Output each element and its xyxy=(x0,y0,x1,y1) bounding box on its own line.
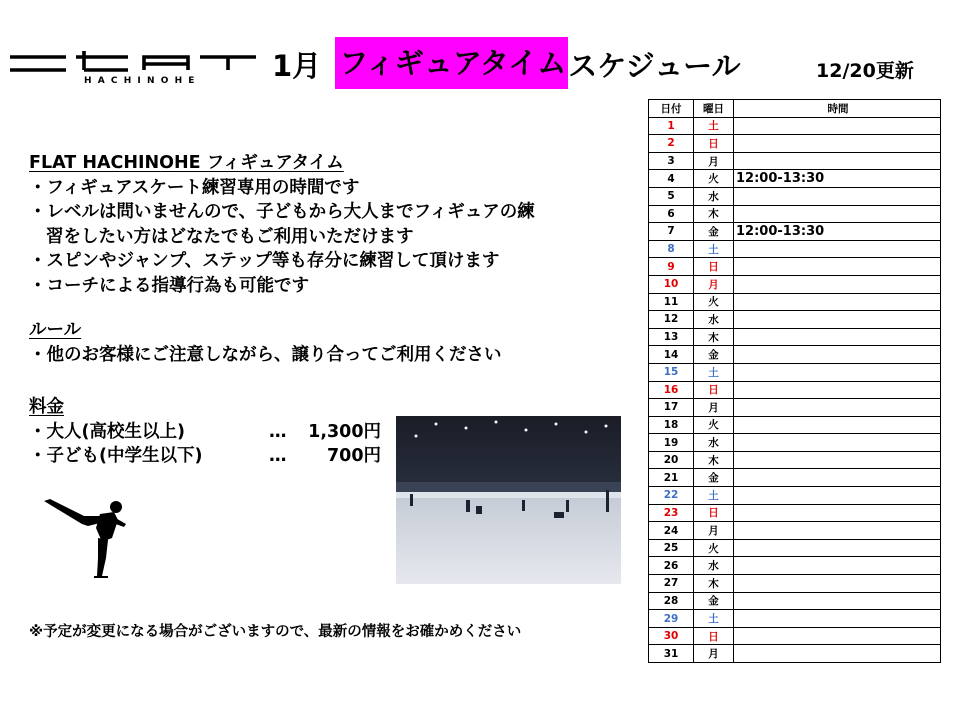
schedule-date: 8 xyxy=(649,240,694,258)
rules-heading: ルール xyxy=(29,320,82,340)
table-row xyxy=(649,451,941,469)
title-month: 1月 xyxy=(272,48,322,83)
schedule-weekday: 土 xyxy=(694,363,734,381)
table-row xyxy=(649,610,941,628)
schedule-weekday: 水 xyxy=(694,187,734,205)
title-highlight: フィギュアタイム xyxy=(335,37,568,89)
table-row xyxy=(649,539,941,557)
schedule-weekday: 水 xyxy=(694,557,734,575)
header-time: 時間 xyxy=(734,100,941,118)
logo-subtitle: HACHINOHE xyxy=(84,76,201,86)
table-row xyxy=(649,434,941,452)
schedule-date: 15 xyxy=(649,363,694,381)
schedule-time xyxy=(734,363,941,381)
schedule-weekday: 木 xyxy=(694,205,734,223)
schedule-date: 25 xyxy=(649,539,694,557)
schedule-date: 29 xyxy=(649,610,694,628)
table-row xyxy=(649,575,941,593)
header-date: 日付 xyxy=(649,100,694,118)
table-row xyxy=(649,346,941,364)
schedule-time xyxy=(734,610,941,628)
table-row xyxy=(649,293,941,311)
schedule-date: 31 xyxy=(649,645,694,663)
schedule-weekday: 火 xyxy=(694,170,734,188)
flat-logo xyxy=(10,48,260,94)
schedule-weekday: 土 xyxy=(694,487,734,505)
table-row xyxy=(649,311,941,329)
schedule-time xyxy=(734,592,941,610)
fee-name: ・子ども(中学生以下) xyxy=(29,446,203,466)
table-row xyxy=(649,504,941,522)
schedule-time xyxy=(734,539,941,557)
schedule-weekday: 日 xyxy=(694,627,734,645)
schedule-time xyxy=(734,522,941,540)
schedule-date: 3 xyxy=(649,152,694,170)
fees-heading: 料金 xyxy=(29,397,64,417)
fee-name: ・大人(高校生以上) xyxy=(29,421,185,442)
schedule-weekday: 土 xyxy=(694,117,734,135)
fee-row-adult xyxy=(29,420,381,445)
table-row xyxy=(649,223,941,241)
schedule-date: 11 xyxy=(649,293,694,311)
schedule-time xyxy=(734,135,941,153)
schedule-time xyxy=(734,399,941,417)
schedule-time xyxy=(734,152,941,170)
schedule-time xyxy=(734,627,941,645)
schedule-weekday: 木 xyxy=(694,451,734,469)
intro-line: ・コーチによる指導行為も可能です xyxy=(29,275,309,296)
schedule-time xyxy=(734,575,941,593)
schedule-table xyxy=(648,99,941,663)
schedule-time xyxy=(734,117,941,135)
change-notice: ※予定が変更になる場合がございますので、最新の情報をお確かめください xyxy=(29,624,522,640)
schedule-weekday: 月 xyxy=(694,399,734,417)
schedule-weekday: 日 xyxy=(694,381,734,399)
schedule-weekday: 木 xyxy=(694,575,734,593)
schedule-date: 23 xyxy=(649,504,694,522)
schedule-date: 30 xyxy=(649,627,694,645)
schedule-date: 27 xyxy=(649,575,694,593)
fee-price: 1,300円 xyxy=(308,421,381,442)
table-row xyxy=(649,381,941,399)
schedule-date: 20 xyxy=(649,451,694,469)
schedule-date: 24 xyxy=(649,522,694,540)
schedule-time xyxy=(734,328,941,346)
table-row xyxy=(649,117,941,135)
intro-heading: FLAT HACHINOHE フィギュアタイム xyxy=(29,153,344,173)
schedule-weekday: 日 xyxy=(694,135,734,153)
header-weekday: 曜日 xyxy=(694,100,734,118)
schedule-time xyxy=(734,469,941,487)
schedule-weekday: 日 xyxy=(694,504,734,522)
schedule-time xyxy=(734,504,941,522)
schedule-date: 12 xyxy=(649,311,694,329)
table-row xyxy=(649,205,941,223)
schedule-date: 19 xyxy=(649,434,694,452)
schedule-weekday: 日 xyxy=(694,258,734,276)
schedule-date: 13 xyxy=(649,328,694,346)
title-rest: スケジュール xyxy=(568,48,741,83)
figure-skater-icon xyxy=(42,498,132,580)
schedule-date: 7 xyxy=(649,223,694,241)
table-row xyxy=(649,399,941,417)
table-row xyxy=(649,258,941,276)
schedule-time xyxy=(734,258,941,276)
fee-price: 700円 xyxy=(326,446,381,466)
schedule-time xyxy=(734,381,941,399)
schedule-weekday: 月 xyxy=(694,522,734,540)
schedule-date: 21 xyxy=(649,469,694,487)
schedule-time xyxy=(734,311,941,329)
table-row xyxy=(649,275,941,293)
schedule-time xyxy=(734,275,941,293)
rules-line: ・他のお客様にご注意しながら、譲り合ってご利用ください xyxy=(29,344,502,365)
schedule-date: 14 xyxy=(649,346,694,364)
schedule-time xyxy=(734,346,941,364)
schedule-date: 2 xyxy=(649,135,694,153)
schedule-date: 16 xyxy=(649,381,694,399)
fee-dots: … xyxy=(269,446,287,466)
schedule-date: 6 xyxy=(649,205,694,223)
table-row xyxy=(649,170,941,188)
schedule-date: 26 xyxy=(649,557,694,575)
schedule-body xyxy=(649,117,941,662)
intro-line: ・スピンやジャンプ、ステップ等も存分に練習して頂けます xyxy=(29,251,500,271)
schedule-time xyxy=(734,557,941,575)
schedule-date: 17 xyxy=(649,399,694,417)
schedule-time xyxy=(734,187,941,205)
table-row xyxy=(649,152,941,170)
intro-line: ・レベルは問いませんので、子どもから大人までフィギュアの練 xyxy=(29,202,535,222)
intro-line: ・フィギュアスケート練習専用の時間です xyxy=(29,177,360,198)
schedule-date: 4 xyxy=(649,170,694,188)
schedule-time: 12:00-13:30 xyxy=(734,223,941,241)
table-row xyxy=(649,645,941,663)
schedule-date: 22 xyxy=(649,487,694,505)
schedule-weekday: 月 xyxy=(694,152,734,170)
schedule-weekday: 土 xyxy=(694,240,734,258)
schedule-time xyxy=(734,487,941,505)
table-row xyxy=(649,627,941,645)
intro-section xyxy=(29,151,535,298)
schedule-date: 5 xyxy=(649,187,694,205)
schedule-time xyxy=(734,451,941,469)
table-row xyxy=(649,187,941,205)
schedule-date: 28 xyxy=(649,592,694,610)
table-row xyxy=(649,469,941,487)
table-row xyxy=(649,487,941,505)
schedule-date: 9 xyxy=(649,258,694,276)
schedule-weekday: 月 xyxy=(694,645,734,663)
schedule-weekday: 金 xyxy=(694,469,734,487)
page-title xyxy=(272,42,741,86)
schedule-time xyxy=(734,645,941,663)
schedule-weekday: 火 xyxy=(694,293,734,311)
rink-photo xyxy=(396,416,621,584)
schedule-time xyxy=(734,434,941,452)
flat-logo-mark xyxy=(10,48,260,94)
schedule-time: 12:00-13:30 xyxy=(734,170,941,188)
table-row xyxy=(649,557,941,575)
fee-dots: … xyxy=(269,421,287,442)
schedule-weekday: 火 xyxy=(694,416,734,434)
schedule-weekday: 土 xyxy=(694,610,734,628)
table-row xyxy=(649,416,941,434)
schedule-date: 18 xyxy=(649,416,694,434)
table-row xyxy=(649,135,941,153)
schedule-weekday: 木 xyxy=(694,328,734,346)
schedule-weekday: 金 xyxy=(694,223,734,241)
schedule-time xyxy=(734,416,941,434)
schedule-time xyxy=(734,205,941,223)
schedule-weekday: 火 xyxy=(694,539,734,557)
rules-section xyxy=(29,318,502,367)
table-row xyxy=(649,522,941,540)
fees-section xyxy=(29,395,381,469)
table-row xyxy=(649,328,941,346)
updated-date: 12/20更新 xyxy=(816,60,914,82)
schedule-weekday: 水 xyxy=(694,434,734,452)
schedule-time xyxy=(734,240,941,258)
schedule-date: 10 xyxy=(649,275,694,293)
schedule-header-row xyxy=(649,100,941,118)
schedule-weekday: 金 xyxy=(694,592,734,610)
fee-row-child xyxy=(29,444,381,469)
table-row xyxy=(649,363,941,381)
table-row xyxy=(649,240,941,258)
schedule-weekday: 月 xyxy=(694,275,734,293)
table-row xyxy=(649,592,941,610)
schedule-weekday: 金 xyxy=(694,346,734,364)
schedule-weekday: 水 xyxy=(694,311,734,329)
schedule-date: 1 xyxy=(649,117,694,135)
intro-line: 習をしたい方はどなたでもご利用いただけます xyxy=(46,226,414,247)
schedule-time xyxy=(734,293,941,311)
